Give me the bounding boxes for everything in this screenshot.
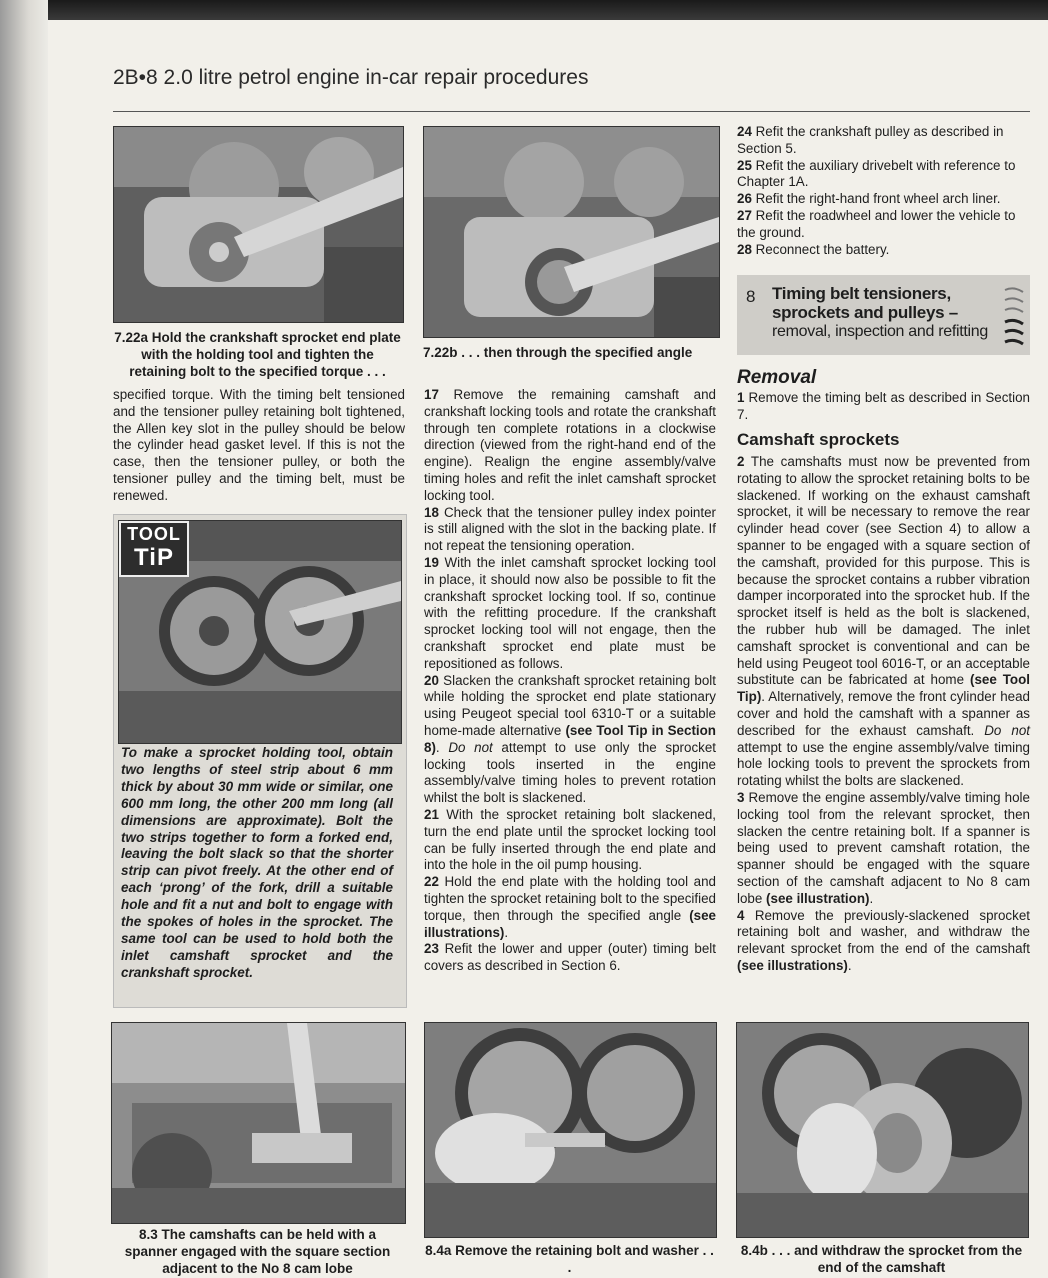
para-18: 18 Check that the tensioner pulley index pointer is still aligned with the slot in the backing plate. If not repeat the tensioning operation. bbox=[424, 504, 716, 554]
caption-7-22b bbox=[423, 344, 718, 361]
paragraph-continued: specified torque. With the timing belt tensioned and the tensioner pulley retaining bolt tightened, the Allen key slot in the pulley should be below the cylinder head gasket level. If this is not the case, then the tensioner pulley, or both the tensioner pulley and the timing belt, must be renewed. bbox=[113, 387, 405, 503]
photo-7-22b bbox=[423, 126, 720, 338]
fig-caption: Remove the retaining bolt and washer . . . bbox=[455, 1243, 714, 1275]
tool-tip-badge bbox=[119, 521, 189, 577]
removal-heading: Removal bbox=[737, 367, 817, 388]
column-2-text bbox=[424, 387, 716, 975]
caption-8-3 bbox=[111, 1226, 404, 1277]
para-26: 26 Refit the right-hand front wheel arch liner. bbox=[737, 191, 1001, 207]
top-shadow-band bbox=[0, 0, 1048, 20]
page-header: 2B•8 2.0 litre petrol engine in-car repair procedures bbox=[113, 66, 589, 89]
fig-number: 8.4a bbox=[425, 1243, 452, 1258]
para-19: 19 With the inlet camshaft sprocket locking tool in place, it should now also be possible to fit the crankshaft sprocket locking tool. If so, continue with the refitting procedure. If the crankshaft sprocket locking tool will not engage, then the crankshaft sprocket end plate must be repositioned as follows. bbox=[424, 554, 716, 671]
para-25: 25 Refit the auxiliary drivebelt with reference to Chapter 1A. bbox=[737, 157, 1016, 190]
camshaft-sprockets-heading: Camshaft sprockets bbox=[737, 430, 900, 449]
header-rule bbox=[113, 111, 1030, 112]
page-binding-edge bbox=[0, 0, 48, 1278]
para-20: 20 Slacken the crankshaft sprocket retaining bolt while holding the sprocket end plate stationary using Peugeot special tool 6310-T or a suitable home-made alternative (see Tool Tip in Section 8). Do not attempt to use only the sprocket locking tools inserted in the engine assembly/valve timing holes to prevent rotation whilst the bolt is slackened. bbox=[424, 672, 717, 806]
fig-caption: . . . then through the specified angle bbox=[461, 345, 693, 360]
photo-8-3 bbox=[111, 1022, 406, 1224]
fig-caption: The camshafts can be held with a spanner engaged with the square section adjacent to the No 8 cam lobe bbox=[124, 1227, 391, 1276]
badge-line-1: TOOL bbox=[127, 524, 181, 544]
para-21: 21 With the sprocket retaining bolt slackened, turn the end plate until the sprocket locking tool can be fully inserted through the end plate and into the hole in the oil pump housing. bbox=[424, 806, 716, 873]
caption-8-4a bbox=[424, 1242, 715, 1276]
fig-number: 8.4b bbox=[740, 1243, 768, 1258]
column-1-text bbox=[113, 387, 405, 505]
section-heading bbox=[772, 284, 998, 341]
section-title-line-2: sprockets and pulleys – bbox=[772, 303, 958, 322]
para-2: 2 The camshafts must now be prevented from rotating to allow the sprocket retaining bolts to be slackened. If working on the exhaust camshaft sprocket, it will be necessary to remove the rear cylinder head cover (see Section 4) to allow a spanner to be engaged with a square section of the camshaft, provided for this purpose. This is because the sprocket contains a rubber vibration damper incorporated into the sprocket hub. If the sprocket itself is held as the bolt is slackened, the rubber hub will be damaged. The inlet camshaft sprocket is conventional and can be held using Peugeot tool 6016-T, or an acceptable substitute can be fabricated at home (see Tool Tip). Alternatively, remove the front cylinder head cover and hold the camshaft with a spanner as described for the exhaust camshaft. Do not attempt to use the engine assembly/valve timing hole locking tools to prevent the sprockets from rotating whilst the bolts are slackened. bbox=[737, 454, 1030, 789]
para-23: 23 Refit the lower and upper (outer) timing belt covers as described in Section 6. bbox=[424, 941, 716, 974]
tool-tip-text: To make a sprocket holding tool, obtain two lengths of steel strip about 6 mm thick by about 30 mm wide or similar, one 600 mm long, the other 200 mm long (all dimensions are approximate). Bolt the two strips together to form a forked end, leaving the bolt slack so that the shorter strip can pivot freely. At the other end of each ‘prong’ of the fork, drill a suitable hole and fit a nut and bolt to engage with the spokes of holes in the sprocket. The same tool can be used to hold both the inlet camshaft sprocket and the crankshaft sprocket. bbox=[121, 745, 393, 980]
photo-8-4a bbox=[424, 1022, 717, 1238]
para-3: 3 Remove the engine assembly/valve timing hole locking tool from the relevant sprocket, then slacken the centre retaining bolt. If a spanner is being used to prevent camshaft rotation, the spanner should be engaged with the square section of the camshaft adjacent to No 8 cam lobe (see illustration). bbox=[737, 789, 1030, 906]
para-22: 22 Hold the end plate with the holding tool and tighten the sprocket retaining bolt to the specified torque, then through the specified angle (see illustrations). bbox=[424, 874, 716, 940]
fig-number: 7.22b bbox=[423, 345, 458, 360]
badge-line-2: TiP bbox=[134, 544, 174, 571]
section-number: 8 bbox=[746, 287, 756, 306]
para-17: 17 Remove the remaining camshaft and crankshaft locking tools and rotate the crankshaft through ten complete rotations in a clockwise direction (viewed from the right-hand end of the engine). Realign the engine assembly/valve timing holes and refit the inlet camshaft sprocket locking tool. bbox=[424, 387, 716, 503]
para-27: 27 Refit the roadwheel and lower the vehicle to the ground. bbox=[737, 207, 1016, 240]
photo-7-22a bbox=[113, 126, 404, 323]
caption-8-4b bbox=[736, 1242, 1027, 1276]
column-3-top-text bbox=[737, 124, 1030, 258]
column-3-para-1 bbox=[737, 390, 1030, 424]
column-3-main-text bbox=[737, 454, 1030, 975]
difficulty-rating-icon bbox=[1001, 284, 1027, 352]
para-4: 4 Remove the previously-slackened sprocket retaining bolt and washer, and withdraw the relevant sprocket from the end of the camshaft (see illustrations). bbox=[737, 907, 1030, 973]
fig-number: 7.22a bbox=[114, 330, 148, 345]
para-1: 1 Remove the timing belt as described in Section 7. bbox=[737, 390, 1030, 422]
para-24: 24 Refit the crankshaft pulley as described in Section 5. bbox=[737, 124, 1004, 156]
photo-8-4b bbox=[736, 1022, 1029, 1238]
fig-caption: . . . and withdraw the sprocket from the end of the camshaft bbox=[771, 1243, 1023, 1275]
fig-caption: Hold the crankshaft sprocket end plate with the holding tool and tighten the retaining bolt to the specified torque . . . bbox=[129, 330, 401, 379]
fig-number: 8.3 bbox=[138, 1227, 158, 1242]
caption-7-22a bbox=[113, 329, 402, 380]
section-title-line-1: Timing belt tensioners, bbox=[772, 284, 951, 303]
para-28: 28 Reconnect the battery. bbox=[737, 241, 890, 257]
section-subtitle: removal, inspection and refitting bbox=[772, 323, 988, 340]
